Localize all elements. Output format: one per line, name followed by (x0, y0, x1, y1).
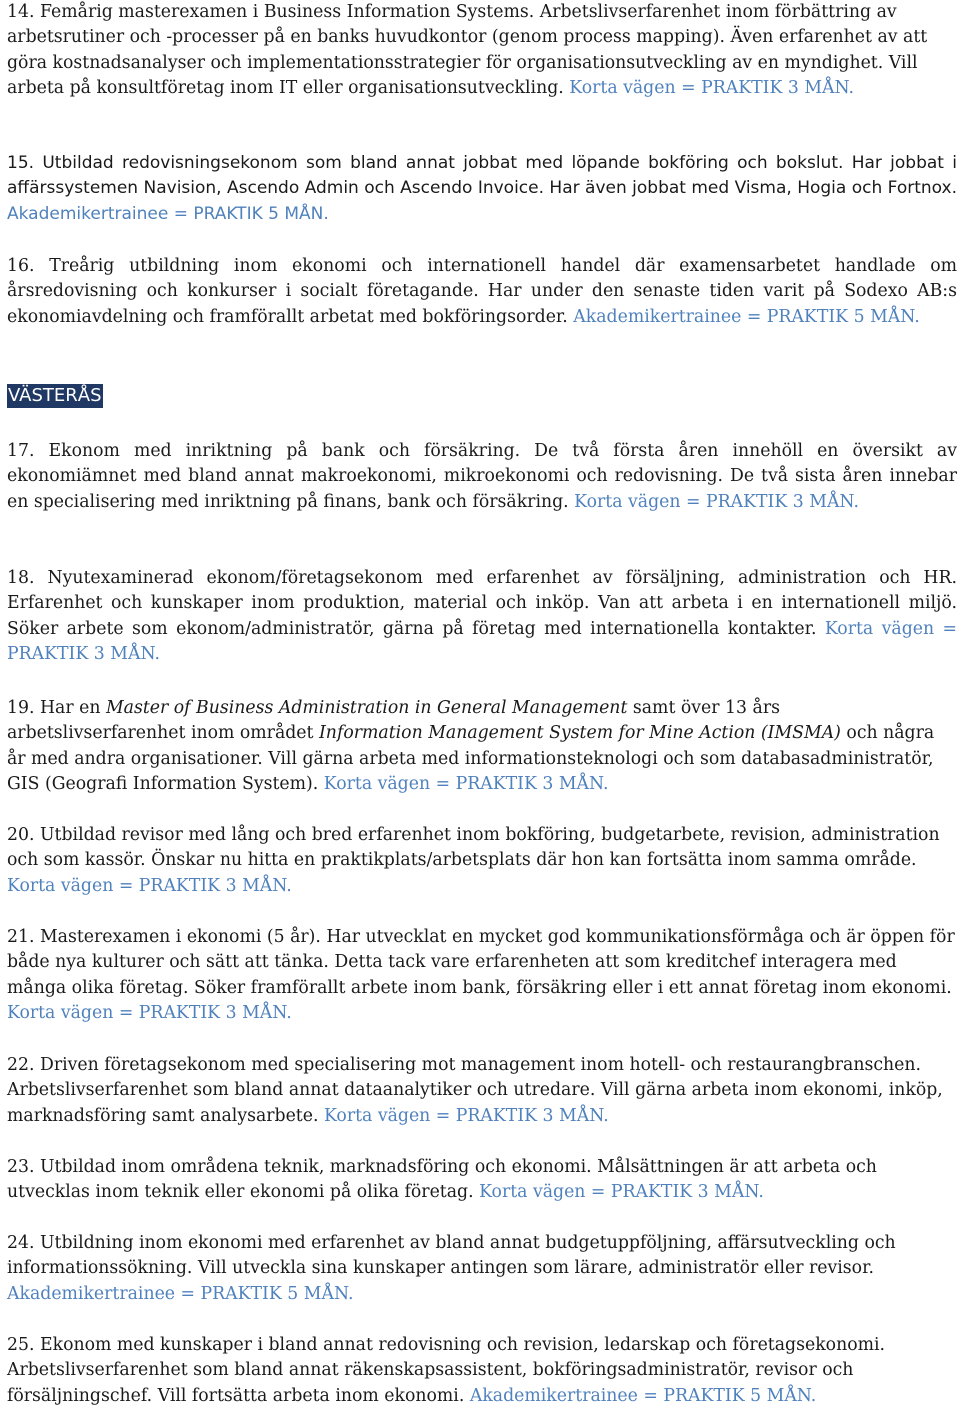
entry-number: 17. (7, 441, 35, 461)
entry-number: 22. (7, 1055, 35, 1075)
entry-number: 25. (7, 1335, 35, 1355)
entry-text-italic: Information Management System for Mine Action (IMSMA) (318, 723, 841, 744)
placement-tag: Akademikertrainee = PRAKTIK 5 MÅN. (469, 1385, 817, 1406)
entry-text-italic: Master of Business Administration in General Management (105, 698, 628, 718)
entry-text: Femårig masterexamen i Business Information Systems. Arbetslivserfarenhet inom förbättring av arbetsrutiner och -processer på en banks huvudkontor (genom process mapping). Även erfarenhet av att göra kostnadsanalyser och implementationsstrategier för organisationsutveckling av en myndighet. Vill arbeta på konsultföretag inom IT eller organisationsutveckling. (7, 2, 928, 99)
placement-tag: Korta vägen = PRAKTIK 3 MÅN. (7, 1003, 292, 1024)
entry-text: Treårig utbildning inom ekonomi och internationell handel där examensarbetet handlade om årsredovisning och konkurser i socialt företagande. Har under den senaste tiden varit på Sodexo AB:s ekonomiavdelning och framförallt arbetat med bokföringsorder. (7, 256, 957, 327)
entry-number: 15. (7, 153, 35, 173)
placement-tag: Korta vägen = PRAKTIK 3 MÅN. (7, 618, 957, 665)
entry-18 (7, 566, 957, 668)
entry-16 (7, 254, 957, 330)
entry-22 (7, 1053, 957, 1129)
placement-tag: Korta vägen = PRAKTIK 3 MÅN. (569, 78, 855, 99)
placement-tag: Korta vägen = PRAKTIK 3 MÅN. (323, 774, 609, 795)
entry-text: Ekonom med kunskaper i bland annat redovisning och revision, ledarskap och företagsekonomi. Arbetslivserfarenhet som bland annat räkenskapsassistent, bokföringsadministratör, revisor och försäljningschef. Vill fortsätta arbeta inom ekonomi. (7, 1335, 886, 1406)
entry-text: Utbildad revisor med lång och bred erfarenhet inom bokföring, budgetarbete, revision, administration och som kassör. Önskar nu hitta en praktikplats/arbetsplats där hon kan fortsätta inom samma område. (7, 825, 940, 871)
region-heading: VÄSTERÅS (8, 385, 102, 406)
entry-number: 23. (7, 1157, 35, 1177)
entry-number: 20. (7, 825, 35, 845)
entry-19 (7, 696, 957, 798)
entry-number: 16. (7, 256, 35, 276)
entry-text: Driven företagsekonom med specialisering mot management inom hotell- och restaurangbranschen. Arbetslivserfarenhet som bland annat dataanalytiker och utredare. Vill gärna arbeta inom ekonomi, inköp, marknadsföring samt analysarbete. (7, 1055, 943, 1126)
entry-text: Nyutexaminerad ekonom/företagsekonom med erfarenhet av försäljning, administration och HR. Erfarenhet och kunskaper inom produktion, material och inköp. Van att arbeta i en internationell miljö. Söker arbete som ekonom/administratör, gärna på företag med internationella kontakter. (7, 568, 958, 639)
entry-number: 24. (7, 1233, 35, 1253)
entry-number: 19. (7, 698, 35, 718)
placement-tag: Korta vägen = PRAKTIK 3 MÅN. (7, 875, 292, 896)
entry-20 (7, 823, 957, 899)
placement-tag: Korta vägen = PRAKTIK 3 MÅN. (323, 1105, 609, 1126)
entry-number: 21. (7, 927, 35, 947)
placement-tag: Korta vägen = PRAKTIK 3 MÅN. (574, 491, 859, 512)
entry-number: 14. (7, 2, 35, 22)
entry-text: samt över 13 års arbetslivserfarenhet inom området (7, 698, 780, 744)
placement-tag: Akademikertrainee = PRAKTIK 5 MÅN. (573, 306, 920, 327)
entry-number: 18. (7, 568, 35, 588)
entry-14 (7, 0, 957, 102)
entry-text: och några år med andra organisationer. Vill gärna arbeta med informationsteknologi och som databasadministratör, GIS (Geografi Information System). (7, 723, 935, 795)
entry-15 (7, 151, 957, 227)
placement-tag: Akademikertrainee = PRAKTIK 5 MÅN. (7, 1283, 354, 1304)
entry-23 (7, 1155, 957, 1206)
entry-21 (7, 925, 957, 1027)
placement-tag: Korta vägen = PRAKTIK 3 MÅN. (479, 1182, 764, 1203)
entry-text: Masterexamen i ekonomi (5 år). Har utvecklat en mycket god kommunikationsförmåga och är öppen för både nya kulturer och sätt att tänka. Detta tack vare erfarenheten att som kreditchef interagera med många olika företag. Söker framförallt arbete inom bank, försäkring eller i ett annat företag inom ekonomi. (7, 927, 955, 998)
entry-25 (7, 1333, 957, 1409)
entry-text: Utbildad inom områdena teknik, marknadsföring och ekonomi. Målsättningen är att arbeta och utvecklas inom teknik eller ekonomi på olika företag. (7, 1157, 877, 1203)
entry-24 (7, 1231, 957, 1307)
entry-text: Ekonom med inriktning på bank och försäkring. De två första åren innehöll en översikt av ekonomiämnet med bland annat makroekonomi, mikroekonomi och redovisning. De två sista åren innebar en specialisering med inriktning på finans, bank och försäkring. (7, 441, 958, 512)
placement-tag: Akademikertrainee = PRAKTIK 5 MÅN. (7, 203, 329, 224)
entry-text: Har en (39, 698, 101, 718)
entry-17 (7, 439, 957, 515)
entry-text: Utbildning inom ekonomi med erfarenhet av bland annat budgetuppföljning, affärsutveckling och informationssökning. Vill utveckla sina kunskaper antingen som lärare, administratör eller revisor. (7, 1233, 896, 1279)
entry-text: Utbildad redovisningsekonom som bland annat jobbat med löpande bokföring och bokslut. Har jobbat i affärssystemen Navision, Ascendo Admin och Ascendo Invoice. Har även jobbat med Visma, Hogia och Fortnox. (7, 153, 957, 199)
